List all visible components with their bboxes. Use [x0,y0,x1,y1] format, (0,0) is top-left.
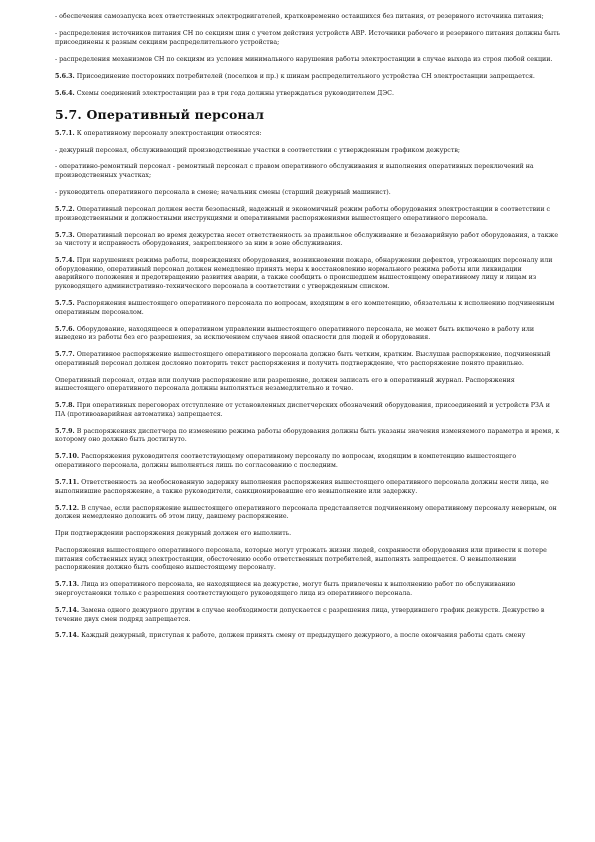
paragraph-text: - обеспечения самозапуска всех ответственных электродвигателей, кратковременно оставшихся без питания, от резервного источника питания; [55,13,544,20]
clause-number: 5.7.1. [55,129,75,137]
paragraph [55,73,561,82]
clause-number: 5.7.6. [55,325,75,333]
paragraph [55,479,561,496]
paragraph-text: - оперативно-ремонтный персонал - ремонтный персонал с правом оперативного обслуживания и выполнения оперативных переключений на производственных участках; [55,163,534,180]
clause-number: 5.6.4. [55,89,75,97]
paragraph-text: Распоряжения вышестоящего оперативного персонала, которые могут угрожать жизни людей, сохранности оборудования или привести к потере питания собственных нужд электростанции, обесточению особо ответственных потребителей, выполнять запрещается. О невыполнении распоряжения должно быть сообщено вышестоящему персоналу. [55,547,547,572]
clause-number: 5.6.3. [55,72,75,80]
clause-number: 5.7.9. [55,427,75,435]
paragraph [55,377,561,394]
paragraph-text: - распределения источников питания СН по секциям шин с учетом действия устройств АВР. Источники рабочего и резервного питания должны быть присоединены к разным секциям распределительного устройства; [55,29,561,46]
clause-number: 5.7.10. [55,453,80,461]
paragraph-text: - распределения механизмов СН по секциям из условия минимального нарушения работы электростанции в случае выхода из строя любой секции. [55,55,553,63]
paragraph [55,232,561,249]
paragraph [55,547,561,573]
paragraph-text: В распоряжениях диспетчера по изменению режима работы оборудования должны быть указаны значения изменяемого параметра и время, к которому оно должно быть достигнуто. [55,427,560,444]
paragraph [55,300,561,317]
paragraphs-after-heading [55,130,561,642]
paragraph [55,56,561,65]
clause-number: 5.7.7. [55,351,75,359]
clause-number: 5.7.2. [55,206,75,214]
paragraph [55,351,561,368]
paragraph-text: Каждый дежурный, приступая к работе, должен принять смену от предыдущего дежурного, а после окончания работы сдать смену [81,632,526,640]
paragraph [55,581,561,598]
clause-number: 5.7.11. [55,479,80,487]
paragraph [55,607,561,624]
paragraph-text: Оборудование, находящееся в оперативном управлении вышестоящего оперативного персонала, не может быть включено в работу или выведено из работы без его разрешения, за исключением случаев явной опасности для людей и оборудования. [55,325,535,342]
paragraph-text: - руководитель оперативного персонала в смене; начальник смены (старший дежурный машинист). [55,189,391,197]
paragraphs-before-heading [55,13,561,98]
section-heading: 5.7. Оперативный персонал [55,106,265,122]
paragraph [55,30,561,47]
paragraph-text: Присоединение посторонних потребителей (поселков и пр.) к шинам распределительного устройства СН электростанции запрещается. [76,72,535,80]
paragraph-text: В случае, если распоряжение вышестоящего оперативного персонала представляется подчиненному оперативному персоналу неверным, он должен немедленно доложить об этом лицу, давшему распоряжение. [55,504,557,521]
paragraph [55,453,561,470]
paragraph [55,189,561,198]
clause-number: 5.7.4. [55,257,75,265]
paragraph-text: К оперативному персоналу электростанции относятся: [76,129,262,137]
clause-number: 5.7.14. [55,606,80,614]
paragraph-text: - дежурный персонал, обслуживающий производственные участки в соответствии с утвержденным графиком дежурств; [55,146,460,154]
paragraph [55,257,561,291]
clause-number: 5.7.12. [55,504,80,512]
paragraph [55,505,561,522]
clause-number: 5.7.14. [55,632,80,640]
paragraph [55,163,561,180]
clause-number: 5.7.3. [55,231,75,239]
paragraph [55,326,561,343]
paragraph-text: Оперативный персонал должен вести безопасный, надежный и экономичный режим работы оборудования электростанции в соответствии с производственными и должностными инструкциями и оперативными распоряжениями вышестоящего оперативного персонала. [55,206,551,222]
paragraph-text: При нарушениях режима работы, повреждениях оборудования, возникновении пожара, обнаружении дефектов, угрожающих персоналу или оборудованию, оперативный персонал должен немедленно принять меры к восстановлению нормального режима работы или ликвидации аварийного положения и предотвращению развития аварии, а также сообщить о происшедшем вышестоящему оперативному лицу и лицам из руководящего административно-технического персонала в соответствии с утвержденным списком. [55,257,553,290]
paragraph-text: Лица из оперативного персонала, не находящиеся на дежурстве, могут быть привлечены к выполнению работ по обслуживанию энергоустановки только с разрешения соответствующего руководящего лица из оперативного персонала. [55,581,516,597]
paragraph [55,428,561,445]
clause-number: 5.7.13. [55,581,80,589]
paragraph-text: При подтверждении распоряжения дежурный должен его выполнить. [55,530,292,538]
paragraph-text: Схемы соединений электростанции раз в три года должны утверждаться руководителем ДЭС. [76,89,394,97]
paragraph-text: Оперативный персонал, отдав или получив распоряжение или разрешение, должен записать его в оперативный журнал. Распоряжения вышестоящего оперативного персонала должны выполняться незамедлительно и точно. [55,376,515,393]
paragraph [55,13,561,22]
paragraph [55,402,561,419]
paragraph-text: При оперативных переговорах отступление от установленных диспетчерских обозначений оборудования, присоединений и устройств РЗА и ПА (противоаварийная автоматика) запрещается. [55,402,550,418]
paragraph [55,206,561,223]
paragraph-text: Распоряжения руководителя соответствующему оперативному персоналу по вопросам, входящим в компетенцию вышестоящего оперативного персонала, должны выполняться лишь по согласованию с последним. [55,453,517,470]
paragraph [55,90,561,99]
paragraph-text: Ответственность за необоснованную задержку выполнения распоряжения вышестоящего оперативного персонала должны нести лица, не выполнившие распоряжение, а также руководители, санкционировавшие его невыполнение или задержку. [55,479,549,495]
paragraph [55,147,561,156]
paragraph [55,530,561,539]
clause-number: 5.7.8. [55,402,75,410]
paragraph [55,130,561,139]
paragraph-text: Оперативный персонал во время дежурства несет ответственность за правильное обслуживание и безаварийную работ оборудования, а также за чистоту и исправность оборудования, закрепленного за ним в зоне обслуживания. [55,231,559,248]
paragraph [55,632,561,641]
paragraph-text: Замена одного дежурного другим в случае необходимости допускается с разрешения лица, утвердившего график дежурств. Дежурство в течение двух смен подряд запрещается. [55,606,545,623]
clause-number: 5.7.5. [55,299,75,307]
paragraph-text: Распоряжения вышестоящего оперативного персонала по вопросам, входящим в его компетенцию, обязательны к исполнению подчиненным оперативным персоналом. [55,299,555,316]
paragraph-text: Оперативное распоряжение вышестоящего оперативного персонала должно быть четким, кратким. Выслушав распоряжение, подчиненный оперативный персонал должен дословно повторить текст распоряжения и получить подтверждение, что распоряжение понято правильно. [55,351,551,367]
